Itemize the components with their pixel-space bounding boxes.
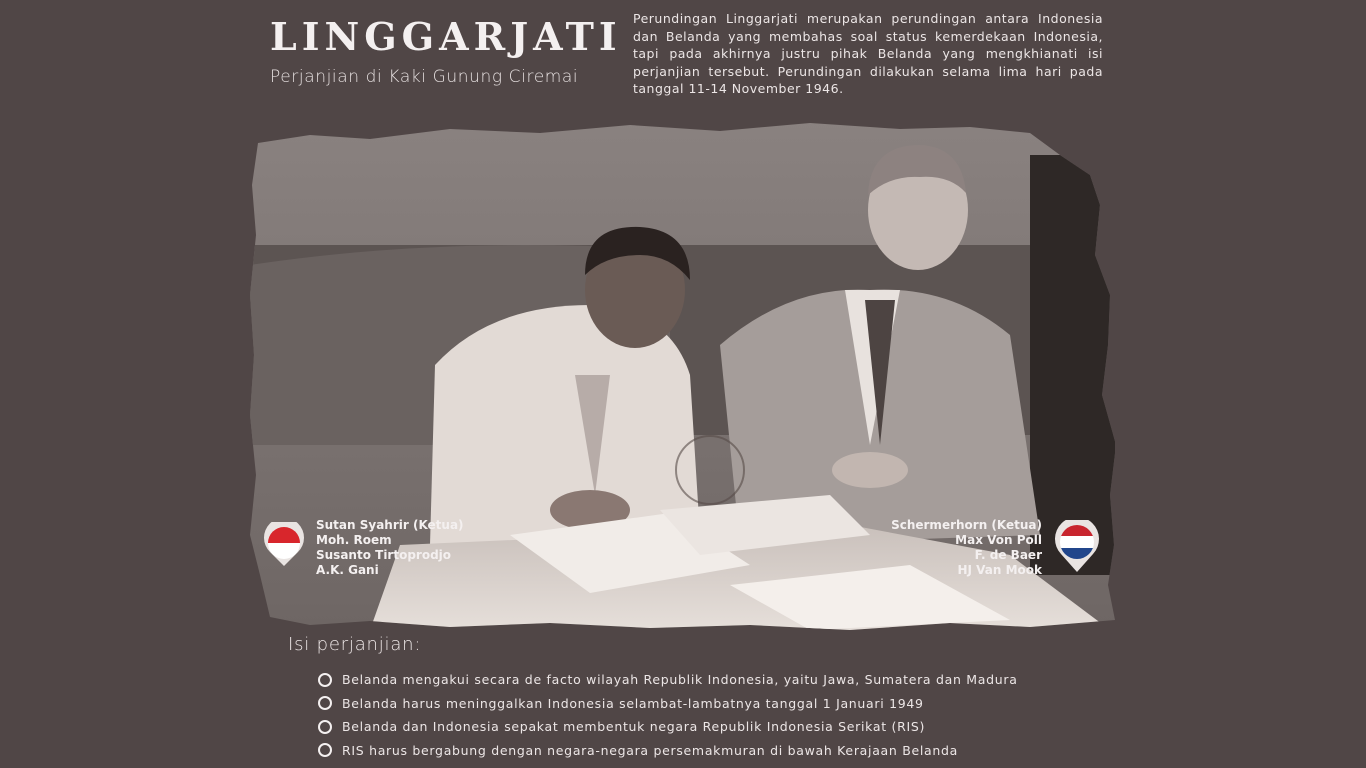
list-item [318,715,1018,739]
indonesia-member: Sutan Syahrir (Ketua) [316,518,464,532]
page-subtitle: Perjanjian di Kaki Gunung Ciremai [270,67,579,87]
circle-bullet-icon [318,720,332,734]
agreement-heading: Isi perjanjian: [288,634,422,655]
agreement-point-text: RIS harus bergabung dengan negara-negara persemakmuran di bawah Kerajaan Belanda [342,742,959,758]
netherlands-member: Schermerhorn (Ketua) [891,518,1042,532]
list-item [318,739,1018,763]
agreement-points-list [318,668,1018,762]
intro-paragraph: Perundingan Linggarjati merupakan perundingan antara Indonesia dan Belanda yang membahas soal status kemerdekaan Indonesia, tapi pada akhirnya justru pihak Belanda yang mengkhianati isi perjanjian tersebut. Perundingan dilakukan selama lima hari pada tanggal 11-14 November 1946. [633,11,1103,96]
agreement-point-text: Belanda mengakui secara de facto wilayah Republik Indonesia, yaitu Jawa, Sumatera dan Madura [342,672,1018,688]
indonesia-member: A.K. Gani [316,563,379,577]
list-item [318,692,1018,716]
circle-bullet-icon [318,696,332,710]
circle-bullet-icon [318,743,332,757]
agreement-point-text: Belanda dan Indonesia sepakat membentuk negara Republik Indonesia Serikat (RIS) [342,719,926,735]
indonesia-delegation [316,518,464,578]
netherlands-delegation [891,518,1042,578]
indonesia-flag-icon [262,522,306,568]
netherlands-flag-icon [1053,520,1101,574]
list-item [318,668,1018,692]
circle-bullet-icon [318,673,332,687]
indonesia-member: Moh. Roem [316,533,392,547]
page-title: LINGGARJATI [270,14,622,59]
netherlands-member: F. de Baer [974,548,1042,562]
netherlands-member: Max Von Poll [955,533,1042,547]
indonesia-member: Susanto Tirtoprodjo [316,548,452,562]
agreement-point-text: Belanda harus meninggalkan Indonesia selambat-lambatnya tanggal 1 Januari 1949 [342,695,924,711]
netherlands-member: HJ Van Mook [957,563,1042,577]
